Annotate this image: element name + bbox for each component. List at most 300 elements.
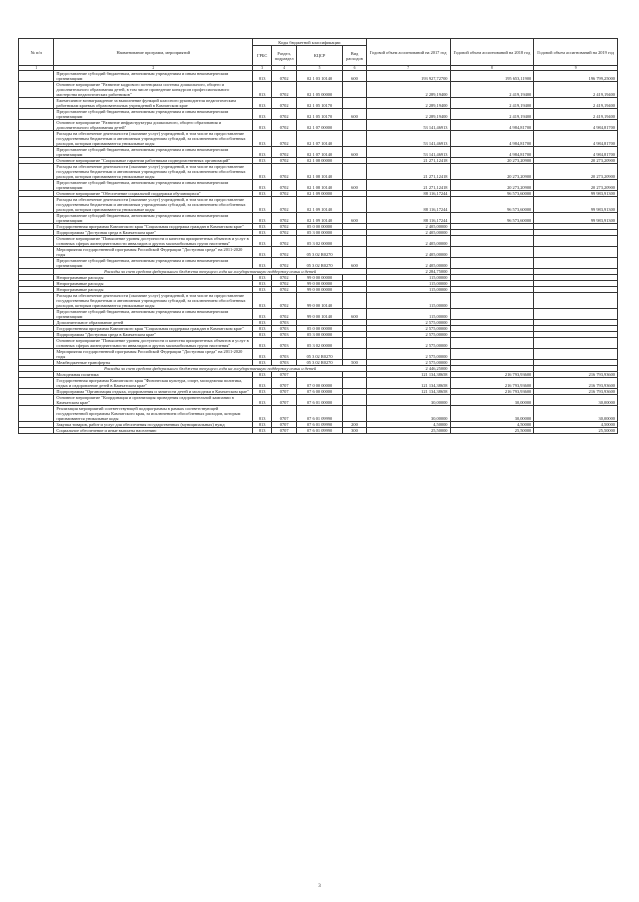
vr-cell bbox=[343, 120, 367, 131]
kcsr-cell: 05 0 00 00000 bbox=[297, 326, 343, 332]
section-cell: 0702 bbox=[272, 213, 297, 224]
grbs-cell: 813 bbox=[253, 147, 272, 158]
vr-cell bbox=[343, 98, 367, 109]
row-number-cell bbox=[19, 147, 54, 158]
col-grbs-header: ГРБС bbox=[253, 46, 272, 66]
row-number-cell bbox=[19, 180, 54, 191]
section-cell: 0702 bbox=[272, 131, 297, 147]
section-cell: 0707 bbox=[272, 406, 297, 422]
note-cell: Расходы за счет средств федерального бюджета текущего года на государственную поддержку семьи и детей bbox=[54, 366, 366, 372]
row-name-cell: Расходы на обеспечение деятельности (оказание услуг) учреждений, в том числе на предоставление государственным бюджетным и автономным учреждениям субсидий, за исключением обособленных расходов, которым присваиваются уникальные коды bbox=[54, 131, 253, 147]
vr-cell: 600 bbox=[343, 109, 367, 120]
index-cell: 3 bbox=[253, 66, 272, 71]
row-name-cell: Молодежная политика bbox=[54, 372, 253, 378]
amount-2017-cell: 88 116,17244 bbox=[366, 191, 450, 197]
kcsr-cell: 05 3 02 00000 bbox=[297, 236, 343, 247]
amount-2019-cell bbox=[534, 258, 618, 269]
kcsr-cell: 05 0 00 00000 bbox=[297, 224, 343, 230]
row-name-cell: Подпрограмма "Организация отдыха, оздоровления и занятости детей и молодежи в Камчатском крае" bbox=[54, 389, 253, 395]
amount-2018-cell: 195 653,11900 bbox=[450, 71, 534, 82]
table-row bbox=[19, 197, 618, 213]
codes-group-header: Коды бюджетной классификации bbox=[253, 39, 367, 46]
col-year-2017-header: Годовой объем ассигнований на 2017 год bbox=[366, 39, 450, 66]
kcsr-cell: 02 1 08 10140 bbox=[297, 180, 343, 191]
amount-2017-cell: 2 575,00000 bbox=[366, 320, 450, 326]
col-section-header: Раздел, подраздел bbox=[272, 46, 297, 66]
vr-cell: 600 bbox=[343, 258, 367, 269]
grbs-cell: 813 bbox=[253, 197, 272, 213]
table-row bbox=[19, 247, 618, 258]
section-cell: 0702 bbox=[272, 224, 297, 230]
section-cell: 0702 bbox=[272, 281, 297, 287]
kcsr-cell: 07 6 01 09990 bbox=[297, 428, 343, 434]
row-name-cell: Расходы на обеспечение деятельности (оказание услуг) учреждений, в том числе на предоставление государственным бюджетным и автономным учреждениям субсидий, за исключением обособленных расходов, которым присваиваются уникальные коды bbox=[54, 197, 253, 213]
amount-2017-cell: 2 575,00000 bbox=[366, 326, 450, 332]
amount-2017-cell: 53 141,46913 bbox=[366, 131, 450, 147]
row-name-cell: Государственная программа Камчатского края "Социальная поддержка граждан в Камчатском крае" bbox=[54, 224, 253, 230]
section-cell: 0702 bbox=[272, 197, 297, 213]
grbs-cell: 813 bbox=[253, 120, 272, 131]
row-number-cell bbox=[19, 213, 54, 224]
amount-2017-cell: 2 405,00000 bbox=[366, 236, 450, 247]
budget-table bbox=[18, 38, 618, 434]
amount-2018-cell: 20 273,20900 bbox=[450, 164, 534, 180]
amount-2019-cell: 99 983,91300 bbox=[534, 197, 618, 213]
row-name-cell: Основное мероприятие "Повышение уровня доступности и качества приоритетных объектов и услуг в основных сферах жизнедеятельности инвалидов и других маломобильных групп населения" bbox=[54, 236, 253, 247]
grbs-cell: 813 bbox=[253, 180, 272, 191]
amount-2018-cell bbox=[450, 247, 534, 258]
index-cell: 1 bbox=[19, 66, 54, 71]
table-row bbox=[19, 349, 618, 360]
amount-2019-cell: 4 984,81700 bbox=[534, 147, 618, 158]
amount-2017-cell: 115,00000 bbox=[366, 275, 450, 281]
section-cell: 0707 bbox=[272, 422, 297, 428]
kcsr-cell: 05 3 00 00000 bbox=[297, 230, 343, 236]
kcsr-cell: 02 1 08 10140 bbox=[297, 164, 343, 180]
table-row bbox=[19, 158, 618, 164]
amount-2017-cell: 2 289,19400 bbox=[366, 98, 450, 109]
row-number-cell bbox=[19, 131, 54, 147]
amount-2018-cell: 25,50000 bbox=[450, 428, 534, 434]
index-cell: 4 bbox=[272, 66, 297, 71]
amount-2018-cell: 2 419,19400 bbox=[450, 109, 534, 120]
row-name-cell: Предоставление субсидий бюджетным, автономным учреждениям и иным некоммерческим организациям bbox=[54, 213, 253, 224]
amount-2017-cell: 115,00000 bbox=[366, 281, 450, 287]
page-number: 3 bbox=[318, 884, 321, 889]
kcsr-cell: 99 0 00 00000 bbox=[297, 287, 343, 293]
section-cell: 0702 bbox=[272, 293, 297, 309]
amount-2018-cell bbox=[450, 236, 534, 247]
vr-cell: 300 bbox=[343, 428, 367, 434]
amount-2018-cell: 30,00000 bbox=[450, 406, 534, 422]
row-name-cell: Основное мероприятие "Координация и организация проведения оздоровительной кампании в Камчатском крае" bbox=[54, 395, 253, 406]
amount-2019-cell: 20 273,20900 bbox=[534, 164, 618, 180]
table-row bbox=[19, 309, 618, 320]
amount-2019-cell bbox=[534, 309, 618, 320]
index-cell: 8 bbox=[450, 66, 534, 71]
grbs-cell: 813 bbox=[253, 109, 272, 120]
vr-cell bbox=[343, 236, 367, 247]
amount-2018-cell bbox=[450, 309, 534, 320]
section-cell: 0703 bbox=[272, 326, 297, 332]
row-name-cell: Основное мероприятие "Социальные гарантии работникам подведомственных организаций" bbox=[54, 158, 253, 164]
section-cell: 0702 bbox=[272, 275, 297, 281]
amount-2018-cell: 2 419,19400 bbox=[450, 82, 534, 98]
kcsr-cell: 02 1 05 10170 bbox=[297, 109, 343, 120]
amount-2018-cell: 216 793,93600 bbox=[450, 378, 534, 389]
kcsr-cell: 07 6 00 00000 bbox=[297, 389, 343, 395]
row-number-cell bbox=[19, 395, 54, 406]
table-row bbox=[19, 191, 618, 197]
kcsr-cell: 02 1 08 00000 bbox=[297, 158, 343, 164]
row-number-cell bbox=[19, 309, 54, 320]
grbs-cell: 813 bbox=[253, 422, 272, 428]
kcsr-cell: 05 3 02 R0270 bbox=[297, 349, 343, 360]
grbs-cell: 813 bbox=[253, 428, 272, 434]
section-cell: 0702 bbox=[272, 147, 297, 158]
amount-2017-cell: 2 289,19400 bbox=[366, 82, 450, 98]
row-number-cell bbox=[19, 109, 54, 120]
section-cell: 0702 bbox=[272, 236, 297, 247]
grbs-cell: 813 bbox=[253, 71, 272, 82]
table-row bbox=[19, 389, 618, 395]
amount-2019-cell: 4,50000 bbox=[534, 422, 618, 428]
grbs-cell: 813 bbox=[253, 191, 272, 197]
amount-2018-cell: 20 273,20900 bbox=[450, 180, 534, 191]
table-row bbox=[19, 395, 618, 406]
kcsr-cell: 02 1 09 10140 bbox=[297, 197, 343, 213]
amount-2019-cell: 25,50000 bbox=[534, 428, 618, 434]
section-cell: 0707 bbox=[272, 389, 297, 395]
section-cell: 0702 bbox=[272, 164, 297, 180]
amount-2017-cell: 88 116,17244 bbox=[366, 213, 450, 224]
grbs-cell: 813 bbox=[253, 213, 272, 224]
amount-2018-cell: 216 793,93600 bbox=[450, 389, 534, 395]
table-row bbox=[19, 120, 618, 131]
section-cell: 0702 bbox=[272, 71, 297, 82]
grbs-cell: 813 bbox=[253, 320, 272, 326]
amount-2019-cell: 30,00000 bbox=[534, 406, 618, 422]
row-number-cell bbox=[19, 428, 54, 434]
amount-2017-cell: 2 575,00000 bbox=[366, 349, 450, 360]
section-cell: 0707 bbox=[272, 372, 297, 378]
row-name-cell: Предоставление субсидий бюджетным, автономным учреждениям и иным некоммерческим организациям bbox=[54, 71, 253, 82]
table-row bbox=[19, 213, 618, 224]
grbs-cell: 813 bbox=[253, 389, 272, 395]
table-row bbox=[19, 293, 618, 309]
row-name-cell: Мероприятия государственной программы Российской Федерации "Доступная среда" на 2011-2020 годы bbox=[54, 349, 253, 360]
row-number-cell bbox=[19, 236, 54, 247]
kcsr-cell: 02 1 09 10140 bbox=[297, 213, 343, 224]
kcsr-cell: 05 3 02 00000 bbox=[297, 338, 343, 349]
table-row bbox=[19, 71, 618, 82]
amount-2017-cell: 115,00000 bbox=[366, 293, 450, 309]
section-cell: 0702 bbox=[272, 98, 297, 109]
amount-2017-cell: 121 134,38658 bbox=[366, 378, 450, 389]
vr-cell bbox=[343, 338, 367, 349]
row-name-cell: Государственная программа Камчатского края "Социальная поддержка граждан в Камчатском крае" bbox=[54, 326, 253, 332]
section-cell: 0707 bbox=[272, 378, 297, 389]
row-number-cell bbox=[19, 197, 54, 213]
vr-cell: 600 bbox=[343, 71, 367, 82]
index-cell: 2 bbox=[54, 66, 253, 71]
budget-sheet bbox=[18, 38, 618, 434]
vr-cell bbox=[343, 293, 367, 309]
index-cell: 5 bbox=[297, 66, 343, 71]
grbs-cell: 813 bbox=[253, 349, 272, 360]
table-row bbox=[19, 131, 618, 147]
row-name-cell: Предоставление субсидий бюджетным, автономным учреждениям и иным некоммерческим организациям bbox=[54, 109, 253, 120]
section-cell: 0702 bbox=[272, 258, 297, 269]
amount-2017-cell: 2 575,00000 bbox=[366, 332, 450, 338]
row-name-cell: Основное мероприятие "Развитие инфраструктуры дошкольного, общего образования и дополнительного образования детей" bbox=[54, 120, 253, 131]
kcsr-cell: 02 1 05 10170 bbox=[297, 98, 343, 109]
row-number-cell bbox=[19, 82, 54, 98]
table-row bbox=[19, 236, 618, 247]
vr-cell bbox=[343, 378, 367, 389]
grbs-cell: 813 bbox=[253, 247, 272, 258]
grbs-cell: 813 bbox=[253, 281, 272, 287]
grbs-cell: 813 bbox=[253, 236, 272, 247]
amount-2017-cell: 21 271,12418 bbox=[366, 180, 450, 191]
col-kcsr-header: КЦСР bbox=[297, 46, 343, 66]
grbs-cell: 813 bbox=[253, 158, 272, 164]
row-name-cell: Расходы на обеспечение деятельности (оказание услуг) учреждений, в том числе на предоставление государственным бюджетным и автономным учреждениям субсидий, за исключением обособленных расходов, которым присваиваются уникальные коды bbox=[54, 293, 253, 309]
kcsr-cell: 02 1 03 10140 bbox=[297, 71, 343, 82]
vr-cell bbox=[343, 164, 367, 180]
table-row bbox=[19, 422, 618, 428]
amount-2019-cell bbox=[534, 236, 618, 247]
vr-cell: 200 bbox=[343, 422, 367, 428]
amount-2018-cell: 96 573,60000 bbox=[450, 191, 534, 197]
amount-2017-cell: 2 405,00000 bbox=[366, 247, 450, 258]
vr-cell: 600 bbox=[343, 180, 367, 191]
index-cell: 7 bbox=[366, 66, 450, 71]
section-cell: 0703 bbox=[272, 338, 297, 349]
row-number-cell bbox=[19, 349, 54, 360]
row-name-cell: Государственная программа Камчатского края "Физическая культура, спорт, молодежная политика, отдых и оздоровление детей в Камчатском крае" bbox=[54, 378, 253, 389]
grbs-cell: 813 bbox=[253, 224, 272, 230]
row-name-cell: Расходы на обеспечение деятельности (оказание услуг) учреждений, в том числе на предоставление государственным бюджетным и автономным учреждениям субсидий, за исключением обособленных расходов, которым присваиваются уникальные коды bbox=[54, 164, 253, 180]
row-number-cell bbox=[19, 98, 54, 109]
grbs-cell: 813 bbox=[253, 230, 272, 236]
vr-cell bbox=[343, 82, 367, 98]
section-cell: 0702 bbox=[272, 82, 297, 98]
amount-2017-cell: 2 575,00000 bbox=[366, 338, 450, 349]
grbs-cell: 813 bbox=[253, 338, 272, 349]
section-cell: 0702 bbox=[272, 120, 297, 131]
kcsr-cell: 07 6 01 09990 bbox=[297, 406, 343, 422]
col-name-header: Наименование программ, мероприятий bbox=[54, 39, 253, 66]
amount-2018-cell: 30,00000 bbox=[450, 395, 534, 406]
amount-2017-cell: 4,50000 bbox=[366, 422, 450, 428]
grbs-cell: 813 bbox=[253, 258, 272, 269]
row-name-cell: Подпрограмма "Доступная среда в Камчатском крае" bbox=[54, 230, 253, 236]
kcsr-cell: 07 6 01 00000 bbox=[297, 395, 343, 406]
amount-2017-cell: 121 134,38658 bbox=[366, 372, 450, 378]
grbs-cell: 813 bbox=[253, 326, 272, 332]
section-cell: 0702 bbox=[272, 191, 297, 197]
kcsr-cell: 02 1 07 10140 bbox=[297, 131, 343, 147]
amount-2019-cell: 4 984,81700 bbox=[534, 131, 618, 147]
row-name-cell: Ежемесячное вознаграждение за выполнение функций классного руководителя педагогическим работникам краевых образовательных учреждений в Камчатском крае bbox=[54, 98, 253, 109]
amount-2018-cell bbox=[450, 338, 534, 349]
section-cell: 0702 bbox=[272, 180, 297, 191]
grbs-cell: 813 bbox=[253, 293, 272, 309]
amount-2018-cell bbox=[450, 349, 534, 360]
grbs-cell: 813 bbox=[253, 332, 272, 338]
amount-2017-cell: 2 405,00000 bbox=[366, 224, 450, 230]
kcsr-cell: 02 1 07 00000 bbox=[297, 120, 343, 131]
section-cell: 0703 bbox=[272, 360, 297, 366]
kcsr-cell: 02 1 07 10140 bbox=[297, 147, 343, 158]
kcsr-cell: 02 1 09 00000 bbox=[297, 191, 343, 197]
amount-2018-cell: 4 984,81700 bbox=[450, 131, 534, 147]
amount-2018-cell bbox=[450, 293, 534, 309]
table-row bbox=[19, 147, 618, 158]
section-cell: 0702 bbox=[272, 230, 297, 236]
amount-2017-cell: 115,00000 bbox=[366, 309, 450, 320]
table-body bbox=[19, 71, 618, 434]
row-name-cell: Закупка товаров, работ и услуг для обеспечения государственных (муниципальных) нужд bbox=[54, 422, 253, 428]
table-row bbox=[19, 164, 618, 180]
vr-cell: 600 bbox=[343, 213, 367, 224]
row-name-cell: Мероприятия государственной программы Российской Федерации "Доступная среда" на 2011-2020 годы bbox=[54, 247, 253, 258]
amount-2018-cell: 96 573,60000 bbox=[450, 213, 534, 224]
amount-2017-cell: 2 575,00000 bbox=[366, 360, 450, 366]
amount-2017-cell: 21 271,12418 bbox=[366, 164, 450, 180]
amount-2019-cell: 216 793,93600 bbox=[534, 378, 618, 389]
section-cell: 0702 bbox=[272, 247, 297, 258]
table-row bbox=[19, 98, 618, 109]
amount-2019-cell bbox=[534, 293, 618, 309]
table-row bbox=[19, 258, 618, 269]
amount-2018-cell: 4 984,81700 bbox=[450, 147, 534, 158]
section-cell: 0703 bbox=[272, 332, 297, 338]
index-cell: 6 bbox=[343, 66, 367, 71]
grbs-cell: 813 bbox=[253, 275, 272, 281]
table-row bbox=[19, 406, 618, 422]
row-number-cell bbox=[19, 71, 54, 82]
amount-2017-cell: 30,00000 bbox=[366, 406, 450, 422]
amount-2019-cell: 216 793,93600 bbox=[534, 389, 618, 395]
vr-cell bbox=[343, 131, 367, 147]
amount-2018-cell: 2 419,19400 bbox=[450, 98, 534, 109]
header-row-top bbox=[19, 39, 618, 46]
section-cell: 0702 bbox=[272, 109, 297, 120]
amount-2017-cell: 2 405,00000 bbox=[366, 230, 450, 236]
row-number-cell bbox=[19, 164, 54, 180]
note-cell: Расходы за счет средств федерального бюджета текущего года на государственную поддержку семьи и детей bbox=[54, 269, 366, 275]
section-cell: 0707 bbox=[272, 428, 297, 434]
amount-2017-cell: 53 141,46913 bbox=[366, 120, 450, 131]
amount-2017-cell: 2 289,19400 bbox=[366, 109, 450, 120]
grbs-cell: 813 bbox=[253, 131, 272, 147]
row-number-cell bbox=[19, 247, 54, 258]
row-name-cell: Предоставление субсидий бюджетным, автономным учреждениям и иным некоммерческим организациям bbox=[54, 258, 253, 269]
table-row bbox=[19, 109, 618, 120]
row-name-cell: Подпрограмма "Доступная среда в Камчатском крае" bbox=[54, 332, 253, 338]
amount-2018-cell: 96 573,60000 bbox=[450, 197, 534, 213]
row-name-cell: Реализация мероприятий соответствующей подпрограммы в рамках соответствующей государственной программы Камчатского края, за исключением обособленных расходов, которым присваиваются уникальные коды bbox=[54, 406, 253, 422]
amount-2019-cell bbox=[534, 247, 618, 258]
kcsr-cell: 05 3 02 R0270 bbox=[297, 360, 343, 366]
amount-2019-cell: 4 984,81700 bbox=[534, 120, 618, 131]
amount-2019-cell: 216 793,93600 bbox=[534, 372, 618, 378]
section-cell: 0702 bbox=[272, 158, 297, 164]
amount-2019-cell bbox=[534, 338, 618, 349]
vr-cell bbox=[343, 349, 367, 360]
row-name-cell: Предоставление субсидий бюджетным, автономным учреждениям и иным некоммерческим организациям bbox=[54, 309, 253, 320]
amount-2018-cell bbox=[450, 258, 534, 269]
amount-2019-cell: 2 419,19400 bbox=[534, 82, 618, 98]
amount-2019-cell: 99 983,91300 bbox=[534, 191, 618, 197]
section-cell: 0703 bbox=[272, 349, 297, 360]
row-number-cell bbox=[19, 120, 54, 131]
amount-2019-cell: 99 983,91300 bbox=[534, 213, 618, 224]
amount-2019-cell: 30,00000 bbox=[534, 395, 618, 406]
table-row bbox=[19, 338, 618, 349]
vr-cell bbox=[343, 197, 367, 213]
row-number-cell bbox=[19, 293, 54, 309]
amount-2018-cell: 4 984,81700 bbox=[450, 120, 534, 131]
col-year-2019-header: Годовой объем ассигнований на 2019 год bbox=[534, 39, 618, 66]
amount-2017-cell: 121 134,38658 bbox=[366, 389, 450, 395]
kcsr-cell: 99 0 00 00000 bbox=[297, 281, 343, 287]
kcsr-cell: 02 1 05 00000 bbox=[297, 82, 343, 98]
kcsr-cell: 05 3 00 00000 bbox=[297, 332, 343, 338]
amount-2018-cell: 216 793,93600 bbox=[450, 372, 534, 378]
amount-2019-cell: 20 273,20900 bbox=[534, 180, 618, 191]
vr-cell bbox=[343, 406, 367, 422]
grbs-cell: 813 bbox=[253, 164, 272, 180]
amount-2019-cell bbox=[534, 349, 618, 360]
vr-cell: 600 bbox=[343, 147, 367, 158]
kcsr-cell: 05 3 02 R0270 bbox=[297, 247, 343, 258]
table-row bbox=[19, 378, 618, 389]
amount-2018-cell: 4,50000 bbox=[450, 422, 534, 428]
row-name-cell: Основное мероприятие "Повышение уровня доступности и качества приоритетных объектов и услуг в основных сферах жизнедеятельности инвалидов и других маломобильных групп населения" bbox=[54, 338, 253, 349]
amount-2017-cell: 53 141,46913 bbox=[366, 147, 450, 158]
amount-2017-cell: 193 927,72700 bbox=[366, 71, 450, 82]
col-year-2018-header: Годовой объем ассигнований на 2018 год bbox=[450, 39, 534, 66]
amount-2019-cell: 2 419,19400 bbox=[534, 109, 618, 120]
row-name-cell: Основное мероприятие "Развитие кадрового потенциала системы дошкольного, общего и дополнительного образования детей, в том числе проведение конкурсов профессионального мастерства педагогических работников" bbox=[54, 82, 253, 98]
table-row bbox=[19, 82, 618, 98]
amount-2019-cell: 2 419,19400 bbox=[534, 98, 618, 109]
vr-cell bbox=[343, 395, 367, 406]
row-name-cell: Основное мероприятие "Обеспечение социальной поддержки обучающихся" bbox=[54, 191, 253, 197]
grbs-cell: 813 bbox=[253, 82, 272, 98]
grbs-cell: 813 bbox=[253, 98, 272, 109]
row-number-cell bbox=[19, 378, 54, 389]
kcsr-cell: 99 0 00 10140 bbox=[297, 309, 343, 320]
row-number-cell bbox=[19, 338, 54, 349]
amount-2017-cell: 2 446,25000 bbox=[366, 366, 450, 372]
row-name-cell: Предоставление субсидий бюджетным, автономным учреждениям и иным некоммерческим организациям bbox=[54, 180, 253, 191]
grbs-cell: 813 bbox=[253, 287, 272, 293]
section-cell: 0707 bbox=[272, 395, 297, 406]
index-cell: 9 bbox=[534, 66, 618, 71]
amount-2017-cell: 88 116,17244 bbox=[366, 197, 450, 213]
grbs-cell: 813 bbox=[253, 360, 272, 366]
row-name-cell: Предоставление субсидий бюджетным, автономным учреждениям и иным некоммерческим организациям bbox=[54, 147, 253, 158]
section-cell: 0702 bbox=[272, 309, 297, 320]
amount-2019-cell: 20 273,20900 bbox=[534, 158, 618, 164]
amount-2017-cell: 115,00000 bbox=[366, 287, 450, 293]
row-name-cell: Социальное обеспечение и иные выплаты населению bbox=[54, 428, 253, 434]
table-row bbox=[19, 428, 618, 434]
